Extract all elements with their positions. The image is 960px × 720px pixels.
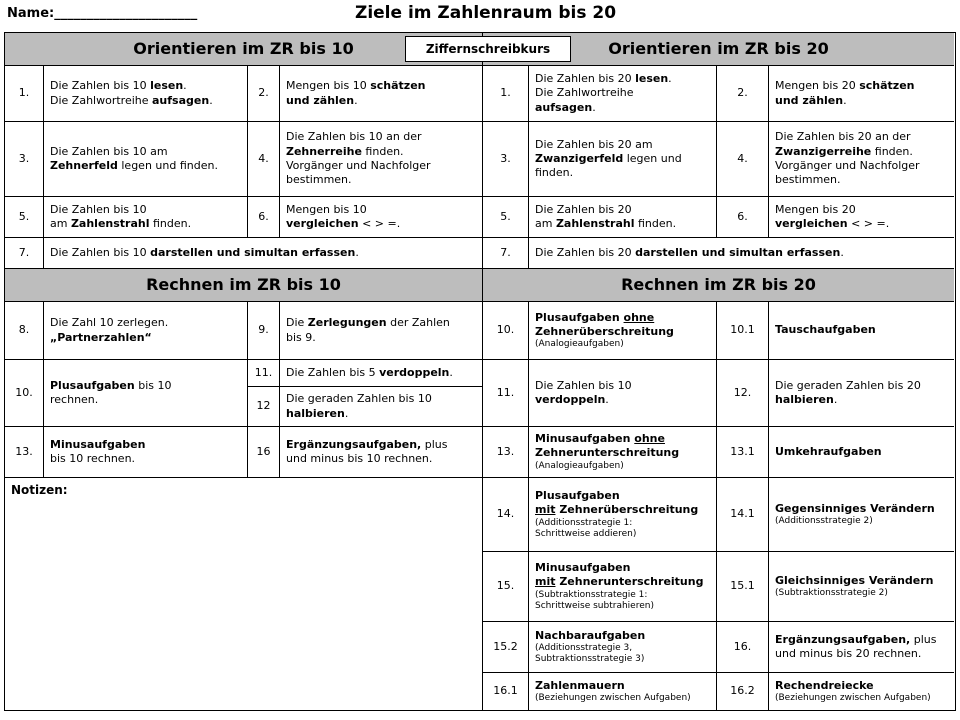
goal-number: 2. [717, 66, 769, 122]
goal-number: 15. [483, 552, 529, 622]
goal-text: Die Zahlen bis 10 darstellen und simultan erfassen. [44, 238, 483, 269]
notes-area[interactable] [5, 478, 483, 710]
goal-text: Die Zahlen bis 20 am Zahlenstrahl finden. [529, 197, 717, 238]
goal-number: 15.1 [717, 552, 769, 622]
goal-text: Minusaufgaben ohne Zehnerunterschreitung (Analogieaufgaben) [529, 427, 717, 478]
goal-text: Die Zahlen bis 5 verdoppeln. [280, 360, 483, 387]
goal-number: 10. [483, 302, 529, 360]
goal-number: 10. [5, 360, 44, 427]
goal-number: 4. [717, 122, 769, 197]
goal-text: Mengen bis 20 vergleichen < > =. [769, 197, 954, 238]
goal-text: Rechendreiecke (Beziehungen zwischen Aufgaben) [775, 678, 931, 704]
goal-number: 3. [5, 122, 44, 197]
goal-text: Die geraden Zahlen bis 20 halbieren. [769, 360, 954, 427]
goal-number: 5. [483, 197, 529, 238]
goal-text: Minusaufgaben mit Zehnerunterschreitung (Subtraktionsstrategie 1: Schrittweise subtrahieren) [529, 552, 717, 622]
goal-number: 13. [483, 427, 529, 478]
goal-number: 3. [483, 122, 529, 197]
notes-label: Notizen: [11, 483, 68, 497]
goal-text: Die Zahlen bis 20 am Zwanzigerfeld legen und finden. [529, 122, 717, 197]
section-header-orient10: Orientieren im ZR bis 10 [5, 33, 483, 66]
goal-text: Plusaufgaben bis 10 rechnen. [44, 360, 248, 427]
goal-number: 2. [248, 66, 280, 122]
goal-number: 16. [717, 622, 769, 673]
page-title: Ziele im Zahlenraum bis 20 [355, 3, 617, 23]
ziffernschreibkurs-badge: Ziffernschreibkurs [405, 36, 571, 62]
goal-number: 13.1 [717, 427, 769, 478]
section-header-rechnen20: Rechnen im ZR bis 20 [483, 269, 954, 302]
goal-number: 7. [5, 238, 44, 269]
goal-number: 16.2 [717, 673, 769, 710]
goal-text: Die Zahlen bis 10 lesen. Die Zahlwortreihe aufsagen. [44, 66, 248, 122]
goal-text: Die Zahlen bis 10 verdoppeln. [529, 360, 717, 427]
goal-text: Die geraden Zahlen bis 10 halbieren. [280, 387, 483, 427]
goal-text: Die Zahlen bis 20 an der Zwanzigerreihe finden. Vorgänger und Nachfolger bestimmen. [769, 122, 954, 197]
goal-text: Gegensinniges Verändern (Additionsstrategie 2) [769, 478, 954, 552]
goal-number: 4. [248, 122, 280, 197]
goal-text: Die Zerlegungen der Zahlen bis 9. [280, 302, 483, 360]
goal-text: Mengen bis 20 schätzen und zählen. [769, 66, 954, 122]
goal-text: Die Zahlen bis 10 an der Zehnerreihe finden. Vorgänger und Nachfolger bestimmen. [280, 122, 483, 197]
goal-number: 15.2 [483, 622, 529, 673]
goal-number: 12. [717, 360, 769, 427]
goal-number: 8. [5, 302, 44, 360]
section-header-rechnen10: Rechnen im ZR bis 10 [5, 269, 483, 302]
name-field[interactable]: Name:______________________ [7, 6, 198, 21]
goal-number: 16.1 [483, 673, 529, 710]
goal-number: 11. [248, 360, 280, 387]
goal-number: 1. [5, 66, 44, 122]
goal-text: Zahlenmauern (Beziehungen zwischen Aufgaben) [529, 673, 717, 710]
goal-text: Ergänzungsaufgaben, plus und minus bis 10 rechnen. [280, 427, 483, 478]
goal-text: Die Zahlen bis 10 am Zahlenstrahl finden. [44, 197, 248, 238]
goal-text: Umkehraufgaben [769, 427, 954, 478]
goal-text: Plusaufgaben mit Zehnerüberschreitung (Additionsstrategie 1: Schrittweise addieren) [529, 478, 717, 552]
goal-number: 1. [483, 66, 529, 122]
goal-number: 6. [248, 197, 280, 238]
goal-number: 14.1 [717, 478, 769, 552]
goal-number: 10.1 [717, 302, 769, 360]
goal-text: Die Zahl 10 zerlegen. „Partnerzahlen“ [44, 302, 248, 360]
goal-text: Die Zahlen bis 20 lesen. Die Zahlwortreihe aufsagen. [529, 66, 717, 122]
goal-number: 13. [5, 427, 44, 478]
goal-number: 6. [717, 197, 769, 238]
goal-number: 11. [483, 360, 529, 427]
page-header [0, 0, 960, 32]
goal-number: 12 [248, 387, 280, 427]
goal-text: Die Zahlen bis 10 am Zehnerfeld legen und finden. [44, 122, 248, 197]
goal-text: Minusaufgaben bis 10 rechnen. [44, 427, 248, 478]
goal-text: Mengen bis 10 vergleichen < > =. [280, 197, 483, 238]
goal-number: 9. [248, 302, 280, 360]
goal-text: Plusaufgaben ohne Zehnerüberschreitung (Analogieaufgaben) [529, 302, 717, 360]
goal-text: Die Zahlen bis 20 darstellen und simultan erfassen. [529, 238, 954, 269]
goal-text: Nachbaraufgaben (Additionsstrategie 3, Subtraktionsstrategie 3) [529, 622, 717, 673]
goal-number: 5. [5, 197, 44, 238]
section-header-orient20: Orientieren im ZR bis 20 [483, 33, 954, 66]
goal-text: Mengen bis 10 schätzen und zählen. [280, 66, 483, 122]
goal-text: Gleichsinniges Verändern (Subtraktionsstrategie 2) [769, 552, 954, 622]
goal-text: Tauschaufgaben [769, 302, 954, 360]
goal-number: 14. [483, 478, 529, 552]
goal-text: Ergänzungsaufgaben, plus und minus bis 20 rechnen. [769, 622, 954, 673]
goal-number: 16 [248, 427, 280, 478]
goal-number: 7. [483, 238, 529, 269]
goals-table [4, 32, 956, 711]
